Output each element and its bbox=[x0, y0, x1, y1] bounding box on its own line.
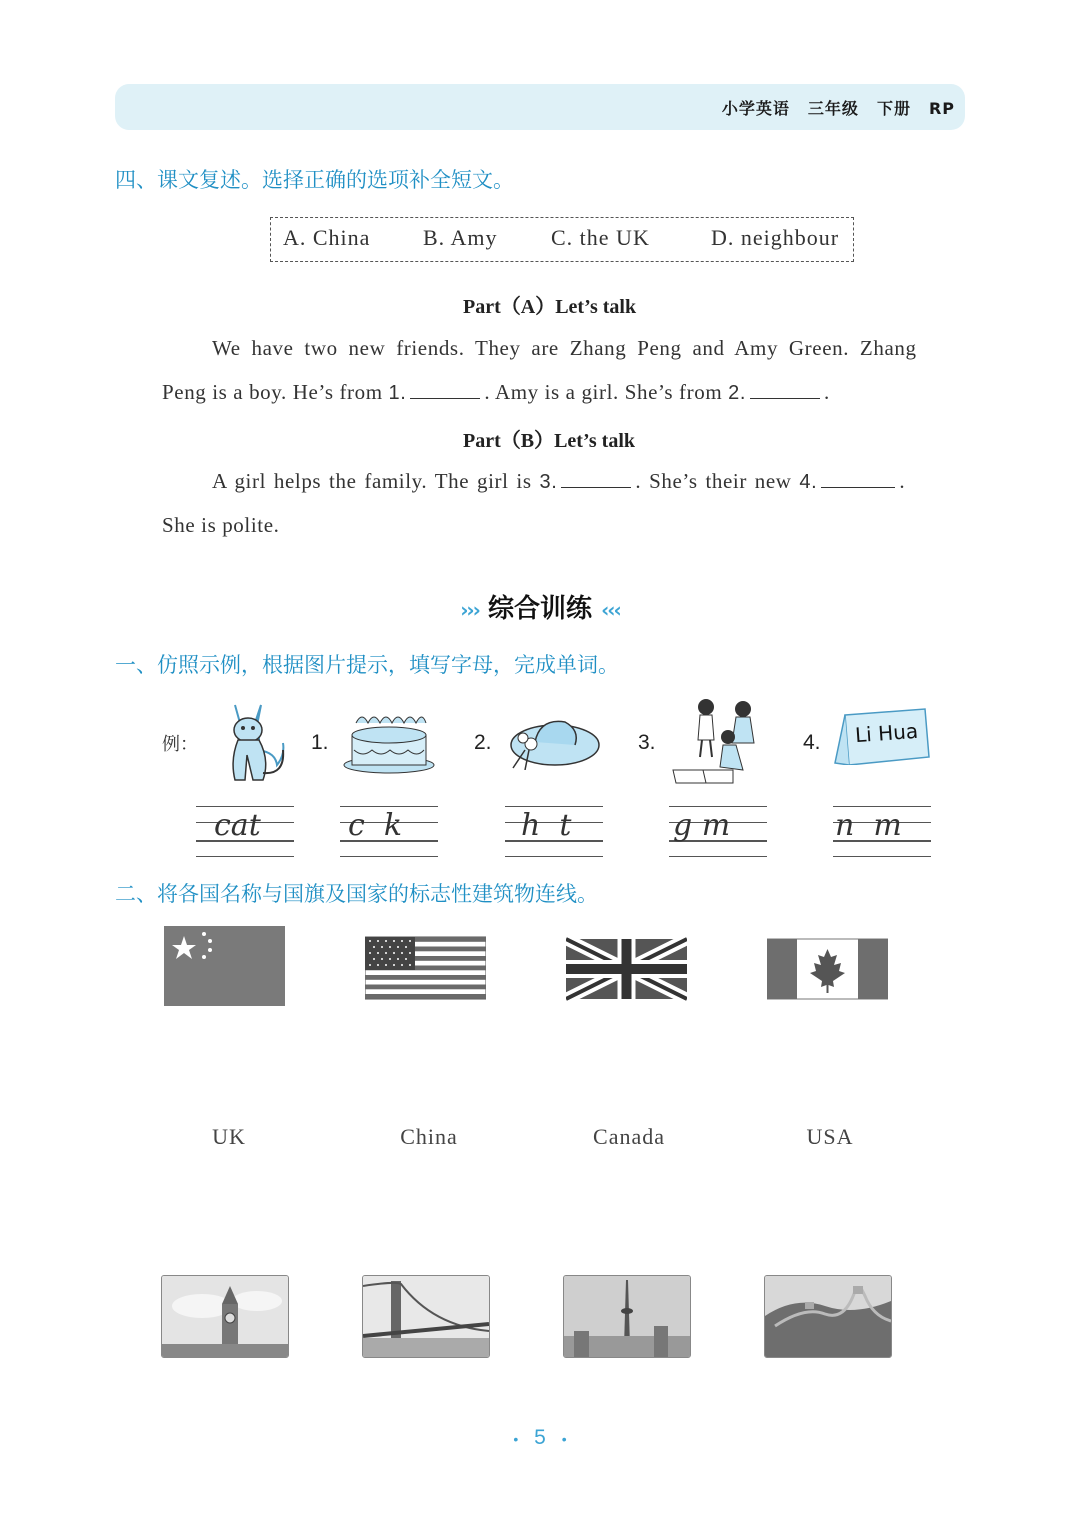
part-a-title: Part（A）Let’s talk bbox=[463, 296, 637, 318]
chevron-left-icon: ‹‹‹ bbox=[601, 598, 620, 622]
usa-flag[interactable] bbox=[365, 935, 486, 1001]
word-1: c k bbox=[348, 808, 403, 843]
training-title: 综合训练 bbox=[487, 594, 592, 624]
edition: RP bbox=[928, 99, 955, 118]
writing-lines-example bbox=[196, 806, 294, 856]
chevron-right-icon: ››› bbox=[460, 598, 479, 622]
blank-2[interactable] bbox=[750, 380, 820, 399]
country-usa[interactable]: USA bbox=[806, 1124, 854, 1149]
cn-tower-photo[interactable] bbox=[563, 1275, 691, 1358]
part-b-title: Part（B）Let’s talk bbox=[463, 430, 636, 452]
exercise1-title: 一、仿照示例，根据图片提示，填写字母，完成单词。 bbox=[115, 653, 619, 677]
blank-1[interactable] bbox=[410, 380, 480, 399]
part-a-line1: We have two new friends. They are Zhang Peng and Amy Green. Zhang bbox=[212, 336, 917, 360]
word-3: g m bbox=[673, 808, 731, 843]
exercise2-title: 二、将各国名称与国旗及国家的标志性建筑物连线。 bbox=[115, 882, 598, 906]
volume: 下册 bbox=[876, 99, 911, 118]
word-2: h t bbox=[521, 808, 572, 843]
part-b-line1: A girl helps the family. The girl is 3. . She’s their new 4. . bbox=[212, 469, 906, 493]
subject: 小学英语 bbox=[721, 99, 790, 118]
part-b-line2: She is polite. bbox=[162, 513, 280, 537]
blank-number-3: 3. bbox=[539, 471, 558, 493]
part-a-line2: Peng is a boy. He’s from 1. . Amy is a girl. She’s from 2. . bbox=[162, 380, 830, 404]
book-info bbox=[704, 96, 955, 119]
children-playing-icon bbox=[668, 695, 768, 785]
country-uk[interactable]: UK bbox=[212, 1124, 246, 1149]
writing-lines-1[interactable] bbox=[340, 806, 438, 856]
page-number-value: 5 bbox=[534, 1426, 546, 1449]
cake-icon bbox=[342, 705, 437, 775]
country-canada[interactable]: Canada bbox=[593, 1124, 665, 1149]
cat-icon bbox=[205, 695, 290, 785]
uk-flag[interactable] bbox=[566, 936, 687, 1002]
item-number-3: 3. bbox=[638, 731, 656, 754]
golden-gate-bridge-photo[interactable] bbox=[362, 1275, 490, 1358]
writing-lines-4[interactable] bbox=[833, 806, 931, 856]
option-b: B. Amy bbox=[423, 225, 498, 250]
option-c: C. the UK bbox=[551, 225, 650, 250]
dot-icon: • bbox=[513, 1431, 519, 1447]
writing-lines-3[interactable] bbox=[669, 806, 767, 856]
blank-number-4: 4. bbox=[799, 471, 818, 493]
item-number-2: 2. bbox=[474, 731, 492, 754]
blank-number-1: 1. bbox=[388, 382, 407, 404]
blank-3[interactable] bbox=[561, 469, 631, 488]
canada-flag[interactable] bbox=[767, 936, 888, 1002]
option-a: A. China bbox=[283, 225, 371, 250]
example-label: 例： bbox=[162, 734, 198, 755]
page-number bbox=[0, 1426, 1080, 1450]
big-ben-photo[interactable] bbox=[161, 1275, 289, 1358]
name-card-icon bbox=[833, 707, 931, 765]
section4-title: 四、课文复述。选择正确的选项补全短文。 bbox=[115, 168, 514, 192]
grade: 三年级 bbox=[807, 99, 859, 118]
hat-icon bbox=[505, 710, 600, 770]
dot-icon: • bbox=[561, 1431, 567, 1447]
country-china[interactable]: China bbox=[400, 1124, 458, 1149]
word-4: n m bbox=[835, 808, 902, 843]
word-example: cat bbox=[214, 808, 261, 843]
china-flag[interactable] bbox=[164, 926, 285, 1006]
great-wall-photo[interactable] bbox=[764, 1275, 892, 1358]
blank-4[interactable] bbox=[821, 469, 895, 488]
blank-number-2: 2. bbox=[728, 382, 747, 404]
name-card-text: Li Hua bbox=[854, 718, 919, 748]
item-number-4: 4. bbox=[803, 731, 821, 754]
training-heading bbox=[0, 588, 1080, 625]
option-d: D. neighbour bbox=[711, 225, 840, 250]
writing-lines-2[interactable] bbox=[505, 806, 603, 856]
item-number-1: 1. bbox=[311, 731, 329, 754]
